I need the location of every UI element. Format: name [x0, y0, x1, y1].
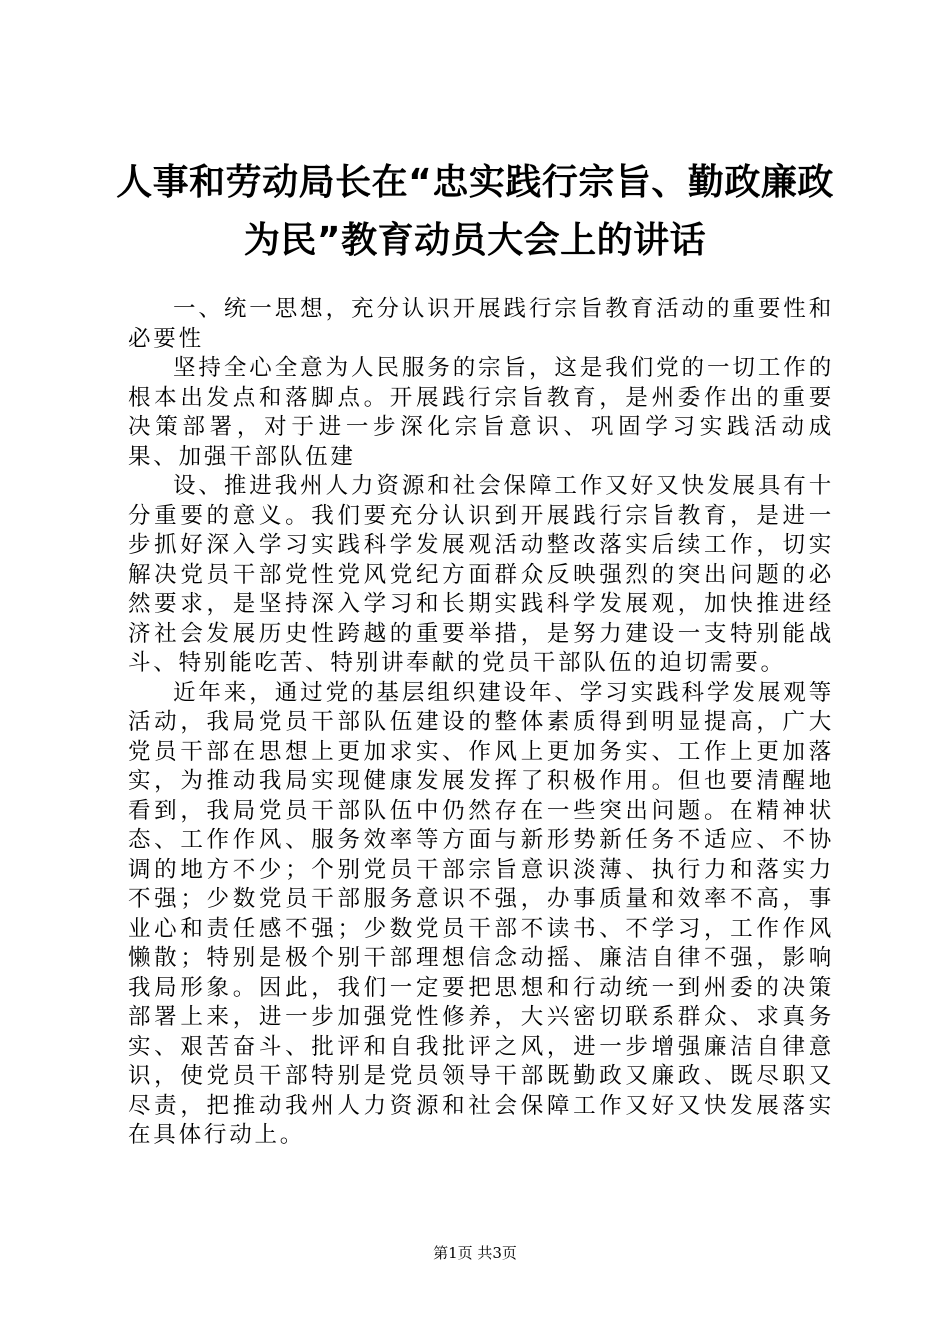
- body-paragraph: 坚持全心全意为人民服务的宗旨，这是我们党的一切工作的根本出发点和落脚点。开展践行宗旨教育，是州委作出的重要决策部署，对于进一步深化宗旨意识、巩固学习实践活动成果、加强干部队伍建: [128, 355, 834, 470]
- body-paragraph: 近年来，通过党的基层组织建设年、学习实践科学发展观等活动，我局党员干部队伍建设的整体素质得到明显提高，广大党员干部在思想上更加求实、作风上更加务实、工作上更加落实，为推动我局实现健康发展发挥了积极作用。但也要清醒地看到，我局党员干部队伍中仍然存在一些突出问题。在精神状态、工作作风、服务效率等方面与新形势新任务不适应、不协调的地方不少；个别党员干部宗旨意识淡薄、执行力和落实力不强；少数党员干部服务意识不强，办事质量和效率不高，事业心和责任感不强；少数党员干部不读书、不学习，工作作风懒散；特别是极个别干部理想信念动摇、廉洁自律不强，影响我局形象。因此，我们一定要把思想和行动统一到州委的决策部署上来，进一步加强党性修养，大兴密切联系群众、求真务实、艰苦奋斗、批评和自我批评之风，进一步增强廉洁自律意识，使党员干部特别是党员领导干部既勤政又廉政、既尽职又尽责，把推动我州人力资源和社会保障工作又好又快发展落实在具体行动上。: [128, 679, 834, 1148]
- page-footer: 第1页 共3页: [433, 1244, 517, 1262]
- document-body: [128, 295, 834, 1151]
- document-title: 人事和劳动局长在“忠实践行宗旨、勤政廉政为民”教育动员大会上的讲话: [116, 162, 834, 261]
- body-paragraph: 设、推进我州人力资源和社会保障工作又好又快发展具有十分重要的意义。我们要充分认识到开展践行宗旨教育，是进一步抓好深入学习实践科学发展观活动整改落实后续工作，切实解决党员干部党性党风党纪方面群众反映强烈的突出问题的必然要求，是坚持深入学习和长期实践科学发展观，加快推进经济社会发展历史性跨越的重要举措，是努力建设一支特别能战斗、特别能吃苦、特别讲奉献的党员干部队伍的迫切需要。: [128, 473, 834, 676]
- section-heading: 一、统一思想，充分认识开展践行宗旨教育活动的重要性和必要性: [128, 296, 834, 352]
